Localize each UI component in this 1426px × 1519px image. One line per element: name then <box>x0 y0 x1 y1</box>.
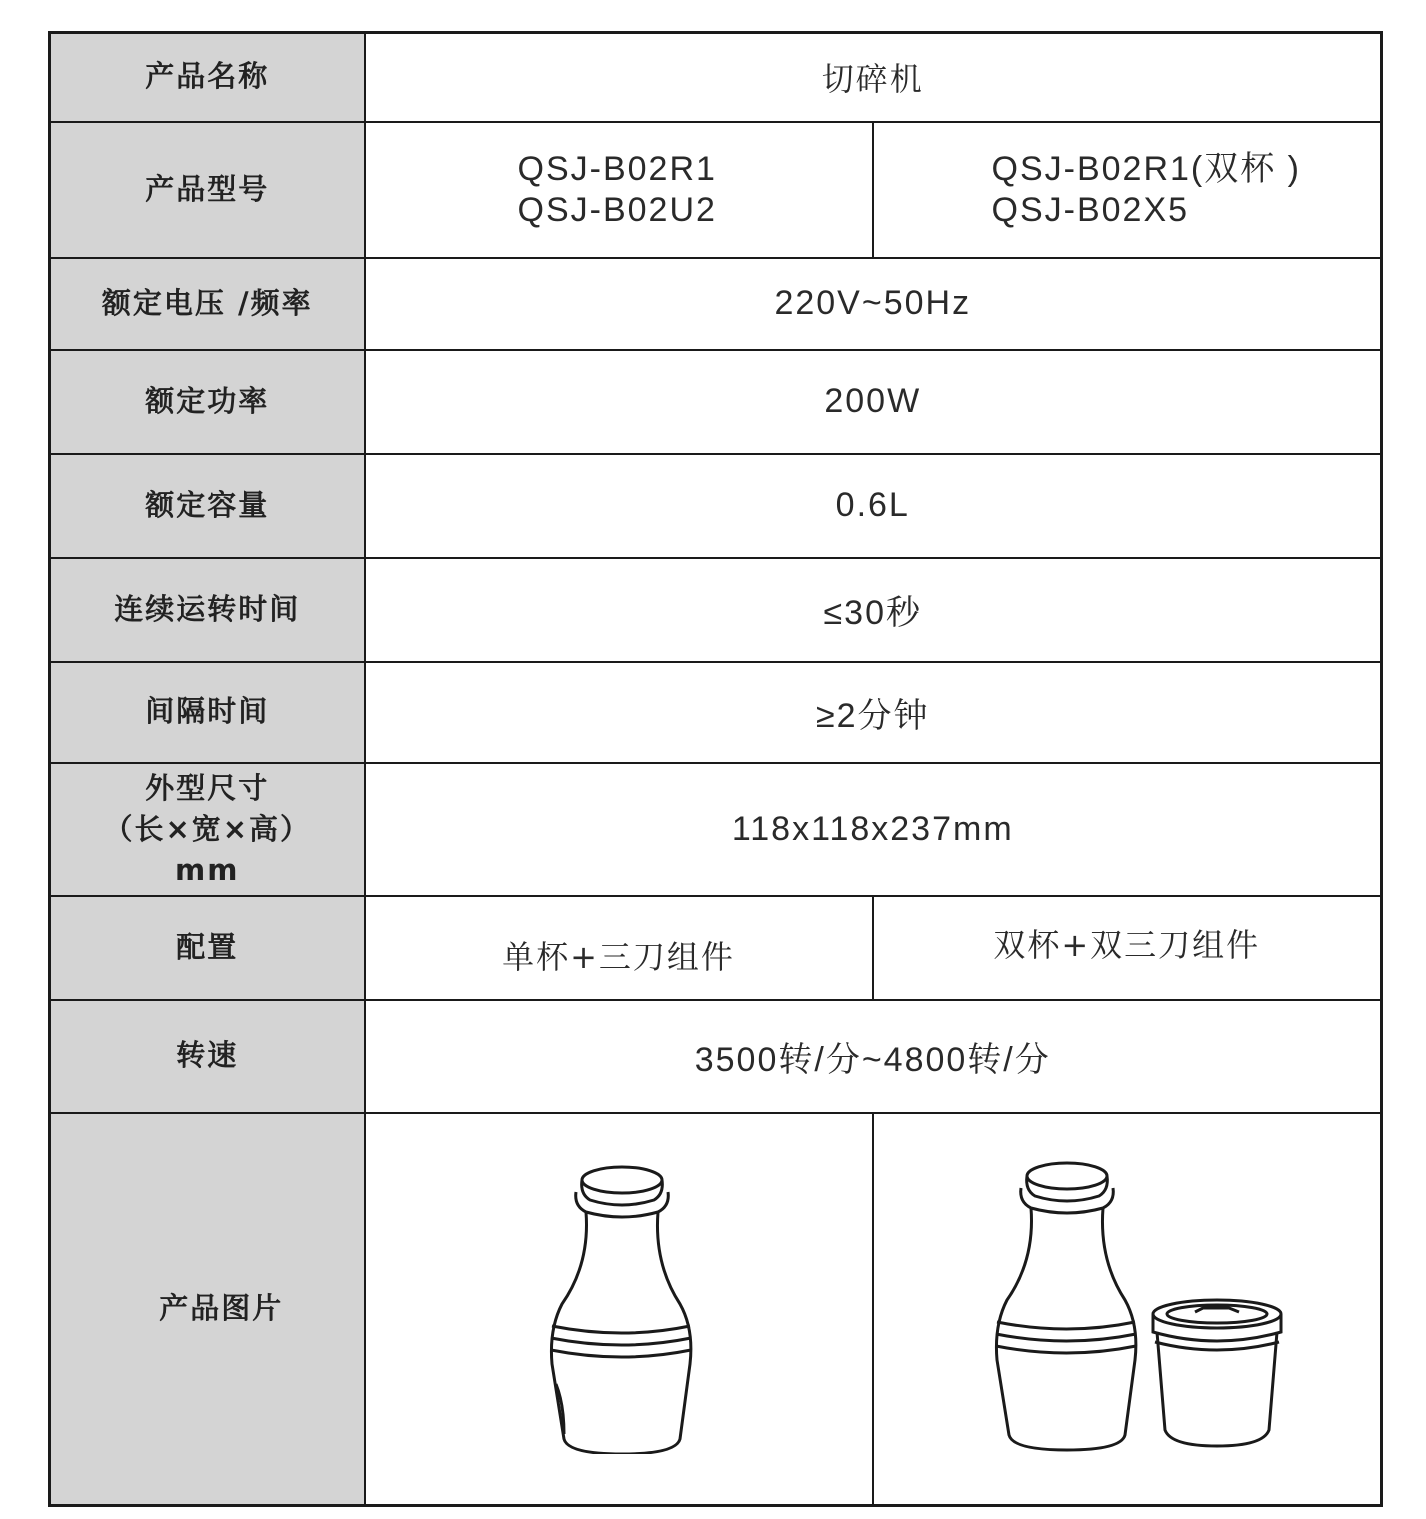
speed-label: 转速 <box>50 1000 365 1113</box>
row-model <box>50 122 1382 258</box>
model-label: 产品型号 <box>50 122 365 258</box>
dimensions-value: 118x118x237mm <box>365 763 1382 896</box>
model-right-2: QSJ-B02X5 <box>991 190 1190 229</box>
config-right: 双杯+双三刀组件 <box>873 896 1382 1000</box>
continuous-time-label: 连续运转时间 <box>50 558 365 662</box>
product-name-value: 切碎机 <box>365 33 1382 122</box>
double-cup-chopper-image <box>967 1154 1287 1454</box>
row-product-name <box>50 33 1382 122</box>
model-left-cell <box>365 122 873 258</box>
capacity-label: 额定容量 <box>50 454 365 558</box>
interval-label: 间隔时间 <box>50 662 365 763</box>
model-left-2: QSJ-B02U2 <box>517 190 717 229</box>
spec-table <box>48 31 1383 1507</box>
power-label: 额定功率 <box>50 350 365 454</box>
config-left: 单杯+三刀组件 <box>365 896 873 1000</box>
product-name-label: 产品名称 <box>50 33 365 122</box>
row-dimensions <box>50 763 1382 896</box>
row-power <box>50 350 1382 454</box>
dimensions-label-3: mm <box>175 852 240 887</box>
dimensions-label <box>50 763 365 896</box>
power-value: 200W <box>365 350 1382 454</box>
row-config <box>50 896 1382 1000</box>
picture-label: 产品图片 <box>50 1113 365 1506</box>
picture-double-cell <box>873 1113 1382 1506</box>
model-left-1: QSJ-B02R1 <box>517 149 717 188</box>
row-capacity <box>50 454 1382 558</box>
model-right-1: QSJ-B02R1(双杯 ) <box>991 149 1301 188</box>
voltage-label: 额定电压 /频率 <box>50 258 365 350</box>
interval-value: ≥2分钟 <box>365 662 1382 763</box>
row-speed <box>50 1000 1382 1113</box>
row-interval <box>50 662 1382 763</box>
single-cup-chopper-image <box>534 1154 704 1454</box>
picture-single-cell <box>365 1113 873 1506</box>
capacity-value: 0.6L <box>365 454 1382 558</box>
voltage-value: 220V~50Hz <box>365 258 1382 350</box>
dimensions-label-2: （长×宽×高） <box>103 811 312 846</box>
model-right-cell <box>873 122 1382 258</box>
row-continuous-time <box>50 558 1382 662</box>
row-voltage <box>50 258 1382 350</box>
config-label: 配置 <box>50 896 365 1000</box>
speed-value: 3500转/分~4800转/分 <box>365 1000 1382 1113</box>
continuous-time-value: ≤30秒 <box>365 558 1382 662</box>
dimensions-label-1: 外型尺寸 <box>145 770 270 805</box>
row-picture <box>50 1113 1382 1506</box>
